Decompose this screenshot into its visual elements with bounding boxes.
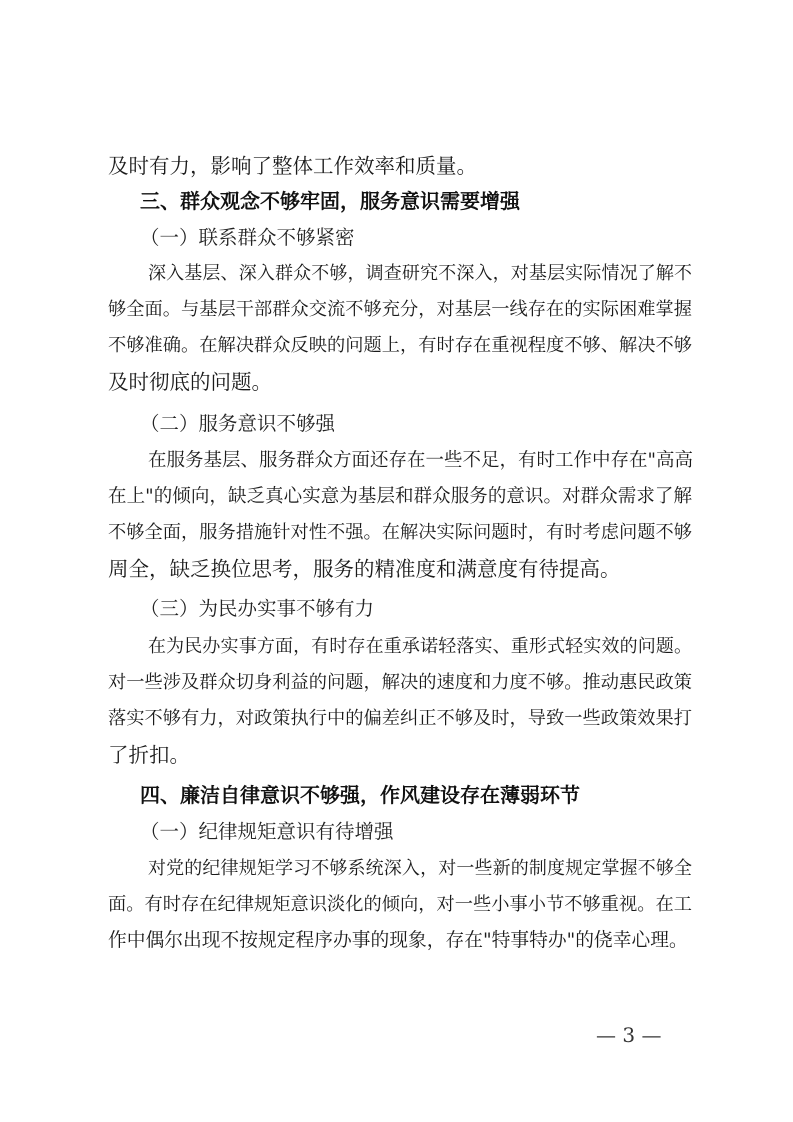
paragraph-line: 周全，缺乏换位思考，服务的精准度和满意度有待提高。 (108, 557, 621, 581)
subsection-heading-3-1: （一）联系群众不够紧密 (140, 226, 355, 249)
paragraph-line: 不够准确。在解决群众反映的问题上，有时存在重视程度不够、解决不够 (108, 335, 692, 356)
page-number: — 3 — (596, 1023, 662, 1047)
subsection-heading-4-1: （一）纪律规矩意识有待增强 (140, 820, 394, 843)
paragraph-line: 面。有时存在纪律规矩意识淡化的倾向，对一些小事小节不够重视。在工 (108, 894, 692, 915)
paragraph-line: 对党的纪律规矩学习不够系统深入，对一些新的制度规定掌握不够全 (148, 858, 692, 879)
paragraph-line: 在上"的倾向，缺乏真心实意为基层和群众服务的意识。对群众需求了解 (108, 486, 692, 507)
paragraph-line: 不够全面，服务措施针对性不强。在解决实际问题时，有时考虑问题不够 (108, 522, 692, 543)
paragraph-line: 深入基层、深入群众不够，调查研究不深入，对基层实际情况了解不 (148, 263, 692, 284)
paragraph-line: 对一些涉及群众切身利益的问题，解决的速度和力度不够。推动惠民政策 (108, 672, 692, 693)
paragraph-line: 在服务基层、服务群众方面还存在一些不足，有时工作中存在"高高 (148, 450, 694, 471)
subsection-heading-3-2: （二）服务意识不够强 (140, 412, 336, 435)
paragraph-line: 了折扣。 (108, 743, 190, 767)
paragraph-line: 够全面。与基层干部群众交流不够充分，对基层一线存在的实际困难掌握 (108, 299, 692, 320)
paragraph-line: 及时有力，影响了整体工作效率和质量。 (108, 154, 477, 178)
subsection-heading-3-3: （三）为民办实事不够有力 (140, 597, 375, 620)
paragraph-line: 及时彻底的问题。 (108, 370, 272, 394)
paragraph-line: 落实不够有力，对政策执行中的偏差纠正不够及时，导致一些政策效果打 (108, 708, 692, 729)
paragraph-line: 在为民办实事方面，有时存在重承诺轻落实、重形式轻实效的问题。 (148, 636, 692, 657)
section-heading-4: 四、廉洁自律意识不够强，作风建设存在薄弱环节 (140, 783, 580, 807)
paragraph-line: 作中偶尔出现不按规定程序办事的现象，存在"特事特办"的侥幸心理。 (108, 930, 688, 951)
section-heading-3: 三、群众观念不够牢固，服务意识需要增强 (140, 189, 520, 213)
